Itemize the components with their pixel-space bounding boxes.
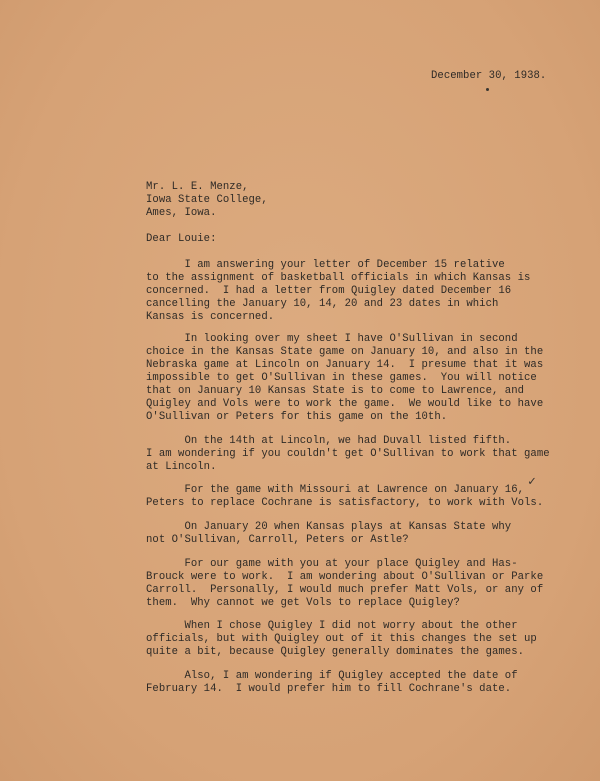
- paragraph-line: When I chose Quigley I did not worry about the other: [146, 620, 518, 632]
- salutation: Dear Louie:: [146, 233, 217, 245]
- paragraph-line: Quigley and Vols were to work the game. We would like to have: [146, 398, 544, 410]
- paragraph-line: February 14. I would prefer him to fill Cochrane's date.: [146, 683, 512, 695]
- paragraph-line: to the assignment of basketball officials in which Kansas is: [146, 272, 531, 284]
- paragraph-line: Brouck were to work. I am wondering about O'Sullivan or Parke: [146, 571, 544, 583]
- paragraph-line: that on January 10 Kansas State is to come to Lawrence, and: [146, 385, 525, 397]
- paragraph-line: For the game with Missouri at Lawrence on January 16,: [146, 484, 525, 496]
- paragraph-line: On the 14th at Lincoln, we had Duvall listed fifth.: [146, 435, 512, 447]
- address-line: Mr. L. E. Menze,: [146, 181, 249, 193]
- paragraph-line: In looking over my sheet I have O'Sullivan in second: [146, 333, 518, 345]
- paragraph-line: quite a bit, because Quigley generally dominates the games.: [146, 646, 525, 658]
- paragraph-line: Nebraska game at Lincoln on January 14. I presume that it was: [146, 359, 544, 371]
- address-line: Iowa State College,: [146, 194, 268, 206]
- checkmark-icon: ✓: [528, 474, 536, 489]
- ink-dot: [486, 88, 489, 91]
- paragraph-line: not O'Sullivan, Carroll, Peters or Astle?: [146, 534, 409, 546]
- paragraph-line: On January 20 when Kansas plays at Kansas State why: [146, 521, 512, 533]
- paragraph-line: cancelling the January 10, 14, 20 and 23 dates in which: [146, 298, 499, 310]
- paragraph-line: concerned. I had a letter from Quigley dated December 16: [146, 285, 512, 297]
- paragraph-line: Peters to replace Cochrane is satisfactory, to work with Vols.: [146, 497, 544, 509]
- paragraph-line: officials, but with Quigley out of it this changes the set up: [146, 633, 537, 645]
- letter-date: December 30, 1938.: [431, 70, 547, 82]
- paragraph-line: Kansas is concerned.: [146, 311, 275, 323]
- paragraph-line: O'Sullivan or Peters for this game on the 10th.: [146, 411, 448, 423]
- paragraph-line: impossible to get O'Sullivan in these games. You will notice: [146, 372, 537, 384]
- paragraph-line: Also, I am wondering if Quigley accepted the date of: [146, 670, 518, 682]
- paragraph-line: I am answering your letter of December 15 relative: [146, 259, 505, 271]
- paragraph-line: choice in the Kansas State game on January 10, and also in the: [146, 346, 544, 358]
- address-line: Ames, Iowa.: [146, 207, 217, 219]
- paragraph-line: For our game with you at your place Quigley and Has-: [146, 558, 518, 570]
- paragraph-line: I am wondering if you couldn't get O'Sullivan to work that game: [146, 448, 550, 460]
- paragraph-line: at Lincoln.: [146, 461, 217, 473]
- paragraph-line: them. Why cannot we get Vols to replace Quigley?: [146, 597, 460, 609]
- paragraph-line: Carroll. Personally, I would much prefer Matt Vols, or any of: [146, 584, 544, 596]
